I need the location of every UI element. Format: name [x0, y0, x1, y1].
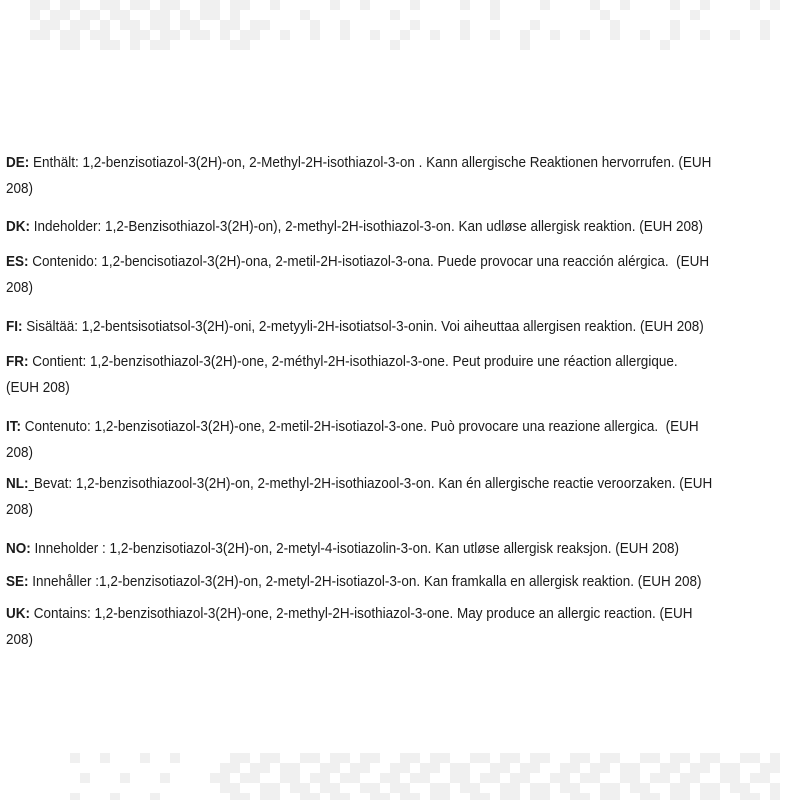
statement-continuation: 208)	[6, 501, 34, 518]
hazard-statement-no	[6, 536, 800, 562]
statement-text: Innehåller :1,2-benzisotiazol-3(2H)-on, 2-metyl-2H-isotiazol-3-on. Kan framkalla en allergisk reaktion. (EUH 208)	[28, 573, 702, 590]
statement-line	[6, 536, 800, 562]
statement-line	[6, 349, 800, 375]
language-label: FR:	[6, 353, 29, 370]
language-label: DE:	[6, 154, 30, 171]
language-label: ES:	[6, 253, 29, 270]
hazard-statement-fr	[6, 349, 800, 401]
hazard-statement-se	[6, 569, 800, 595]
statement-text: Inneholder : 1,2-benzisotiazol-3(2H)-on, 2-metyl-4-isotiazolin-3-on. Kan utløse allergisk reaksjon. (EUH 208)	[30, 540, 680, 557]
statement-text: Enthält: 1,2-benzisotiazol-3(2H)-on, 2-Methyl-2H-isothiazol-3-on . Kann allergische Reaktionen hervorrufen. (EUH	[29, 154, 712, 171]
statement-text: Indeholder: 1,2-Benzisothiazol-3(2H)-on), 2-methyl-2H-isothiazol-3-on. Kan udløse allergisk reaktion. (EUH 208)	[30, 218, 704, 235]
language-label: DK:	[6, 218, 31, 235]
statement-continuation: 208)	[6, 631, 34, 648]
statement-continuation: 208)	[6, 180, 34, 197]
hazard-statement-dk	[6, 214, 800, 240]
statement-line	[6, 314, 800, 340]
statement-line	[6, 601, 800, 627]
hazard-statement-de	[6, 150, 800, 202]
hazard-statement-es	[6, 249, 800, 301]
hazard-statement-nl	[6, 471, 800, 523]
language-label: UK:	[6, 605, 31, 622]
statement-continuation: 208)	[6, 444, 34, 461]
statement-line	[6, 214, 800, 240]
statement-continuation: 208)	[6, 279, 34, 296]
statement-text: Bevat: 1,2-benzisothiazool-3(2H)-on, 2-methyl-2H-isothiazool-3-on. Kan én allergische reactie veroorzaken. (EUH	[33, 475, 713, 492]
statement-line	[6, 249, 800, 275]
language-label: NL:	[6, 475, 29, 492]
statement-text: Contains: 1,2-benzisothiazol-3(2H)-one, 2-methyl-2H-isothiazol-3-one. May produce an allergic reaction. (EUH	[30, 605, 693, 622]
statement-line	[6, 150, 800, 176]
statement-continuation: (EUH 208)	[6, 379, 70, 396]
language-label: FI:	[6, 318, 23, 335]
statement-line	[6, 471, 800, 497]
statement-line	[6, 414, 800, 440]
language-label: IT:	[6, 418, 22, 435]
statement-text: Contenido: 1,2-bencisotiazol-3(2H)-ona, 2-metil-2H-isotiazol-3-ona. Puede provocar una reacción alérgica. (EUH	[28, 253, 710, 270]
statement-text: Sisältää: 1,2-bentsisotiatsol-3(2H)-oni, 2-metyyli-2H-isotiatsol-3-onin. Voi aiheuttaa allergisen reaktion. (EUH 208)	[22, 318, 704, 335]
hazard-statement-it	[6, 414, 800, 466]
language-label: NO:	[6, 540, 31, 557]
statement-line	[6, 569, 800, 595]
hazard-statement-fi	[6, 314, 800, 340]
statement-text: Contenuto: 1,2-benzisotiazol-3(2H)-one, 2-metil-2H-isotiazol-3-one. Può provocare una reazione allergica. (EUH	[21, 418, 699, 435]
statement-text: Contient: 1,2-benzisothiazol-3(2H)-one, 2-méthyl-2H-isothiazol-3-one. Peut produire une réaction allergique.	[28, 353, 678, 370]
language-label: SE:	[6, 573, 29, 590]
hazard-statement-uk	[6, 601, 800, 653]
